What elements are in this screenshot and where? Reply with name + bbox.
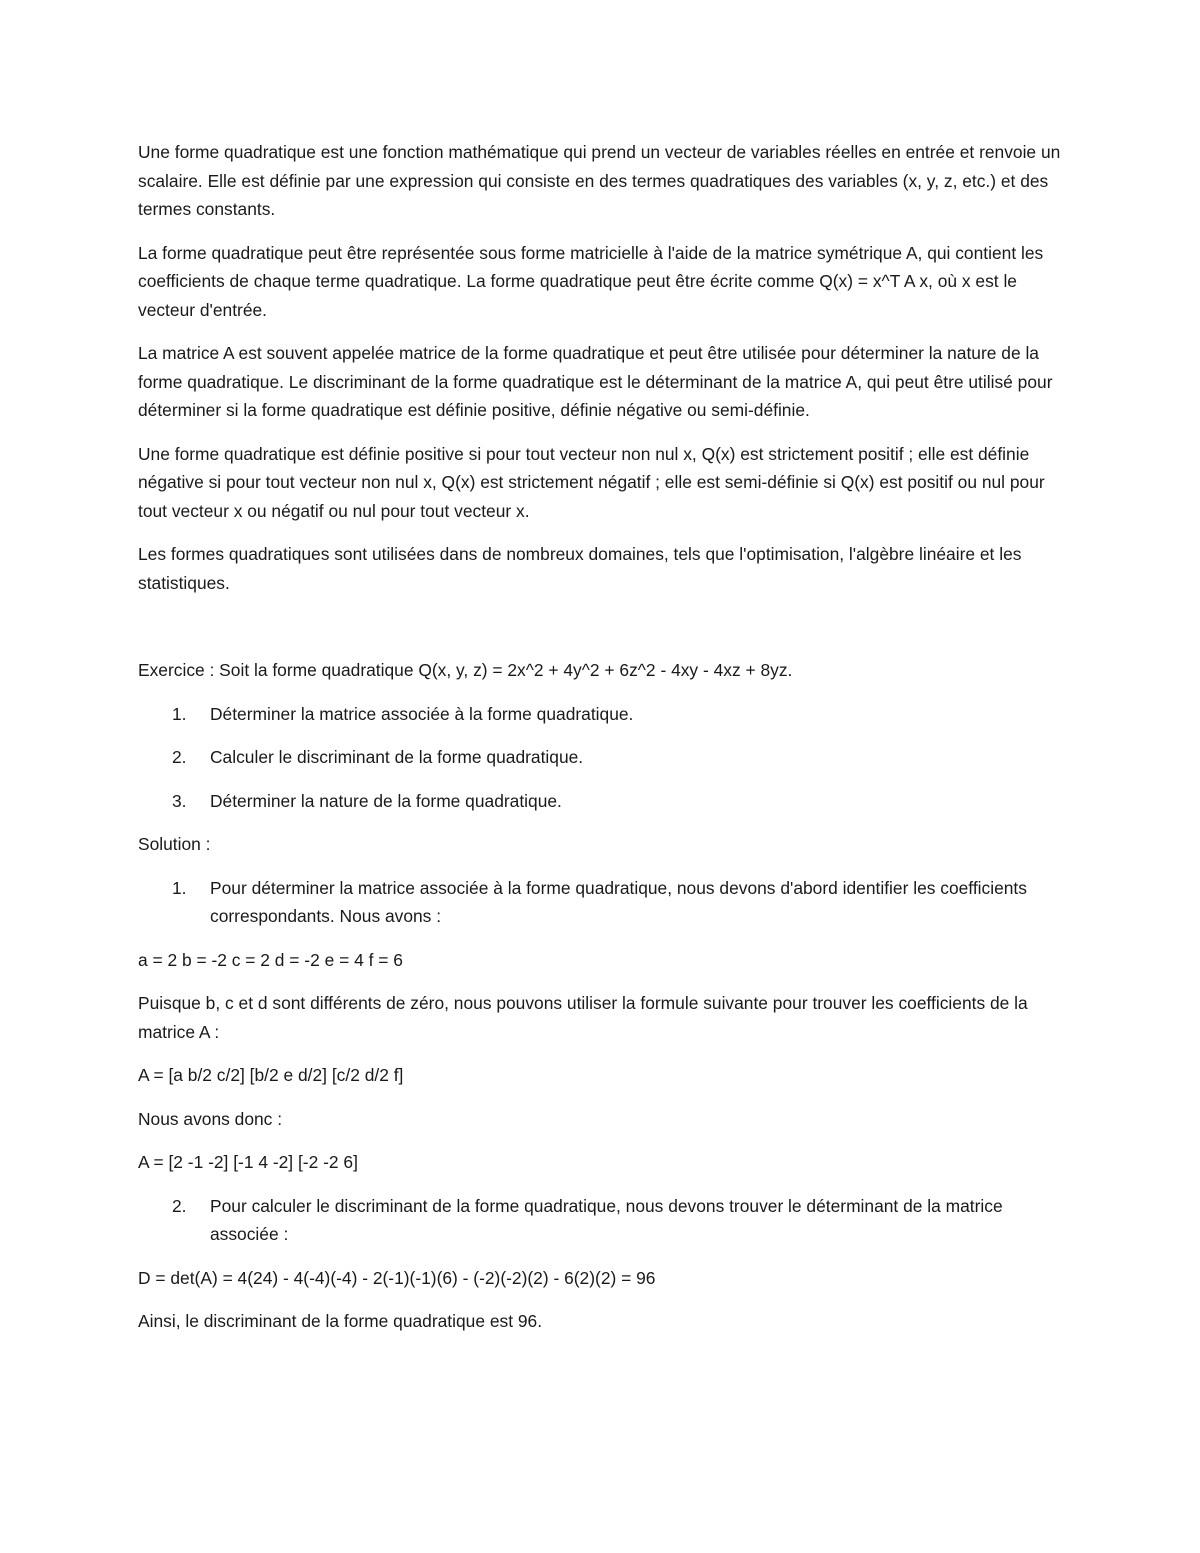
list-text: Calculer le discriminant de la forme quadratique. — [210, 747, 584, 767]
formula-intro: Puisque b, c et d sont différents de zéro, nous pouvons utiliser la formule suivante pour trouver les coefficients de la matrice A : — [138, 993, 1028, 1042]
list-number: 1. — [172, 703, 187, 724]
list-number: 2. — [172, 1195, 187, 1216]
coefficients-line: a = 2 b = -2 c = 2 d = -2 e = 4 f = 6 — [138, 949, 403, 970]
document-body — [138, 138, 1068, 1351]
conclusion-line: Ainsi, le discriminant de la forme quadratique est 96. — [138, 1311, 543, 1331]
solution-heading: Solution : — [138, 834, 211, 854]
exercise-statement: Exercice : Soit la forme quadratique Q(x, y, z) = 2x^2 + 4y^2 + 6z^2 - 4xy - 4xz + 8yz. — [138, 660, 793, 680]
intro-paragraph-5: Les formes quadratiques sont utilisées dans de nombreux domaines, tels que l'optimisation, l'algèbre linéaire et les statistiques. — [138, 544, 1022, 593]
list-text: Déterminer la nature de la forme quadratique. — [210, 790, 562, 811]
section-spacer — [138, 612, 1068, 656]
list-text: Déterminer la matrice associée à la forme quadratique. — [210, 703, 634, 724]
list-text: Pour calculer le discriminant de la forme quadratique, nous devons trouver le déterminant de la matrice associée : — [210, 1195, 1003, 1244]
list-number: 3. — [172, 790, 187, 811]
intro-paragraph-2: La forme quadratique peut être représentée sous forme matricielle à l'aide de la matrice symétrique A, qui contient les coefficients de chaque terme quadratique. La forme quadratique peut être écrite comme Q(x) = x^T A x, où x est le vecteur d'entrée. — [138, 242, 1044, 320]
solution-step-2 — [138, 1192, 1068, 1249]
list-text: Pour déterminer la matrice associée à la forme quadratique, nous devons d'abord identifier les coefficients correspondants. Nous avons : — [210, 877, 1027, 926]
intro-paragraph-3: La matrice A est souvent appelée matrice de la forme quadratique et peut être utilisée pour déterminer la nature de la forme quadratique. Le discriminant de la forme quadratique est le déterminant de la matrice A, qui peut être utilisé pour déterminer si la forme quadratique est définie positive, définie négative ou semi-définie. — [138, 343, 1053, 420]
therefore-line: Nous avons donc : — [138, 1108, 283, 1129]
exercise-task-3 — [138, 787, 1068, 816]
matrix-formula: A = [a b/2 c/2] [b/2 e d/2] [c/2 d/2 f] — [138, 1065, 404, 1085]
determinant-line: D = det(A) = 4(24) - 4(-4)(-4) - 2(-1)(-1)(6) - (-2)(-2)(2) - 6(2)(2) = 96 — [138, 1267, 656, 1288]
exercise-task-2 — [138, 743, 1068, 772]
solution-step-1 — [138, 874, 1068, 931]
exercise-task-1 — [138, 700, 1068, 729]
list-number: 2. — [172, 747, 187, 767]
intro-paragraph-1: Une forme quadratique est une fonction mathématique qui prend un vecteur de variables réelles en entrée et renvoie un scalaire. Elle est définie par une expression qui consiste en des termes quadratiques des variables (x, y, z, etc.) et des termes constants. — [138, 142, 1061, 219]
intro-paragraph-4: Une forme quadratique est définie positive si pour tout vecteur non nul x, Q(x) est strictement positif ; elle est définie négative si pour tout vecteur non nul x, Q(x) est strictement négatif ; elle est semi-définie si Q(x) est positif ou nul pour tout vecteur x ou négatif ou nul pour tout vecteur x. — [138, 443, 1045, 521]
list-number: 1. — [172, 877, 187, 898]
matrix-values: A = [2 -1 -2] [-1 4 -2] [-2 -2 6] — [138, 1152, 358, 1172]
